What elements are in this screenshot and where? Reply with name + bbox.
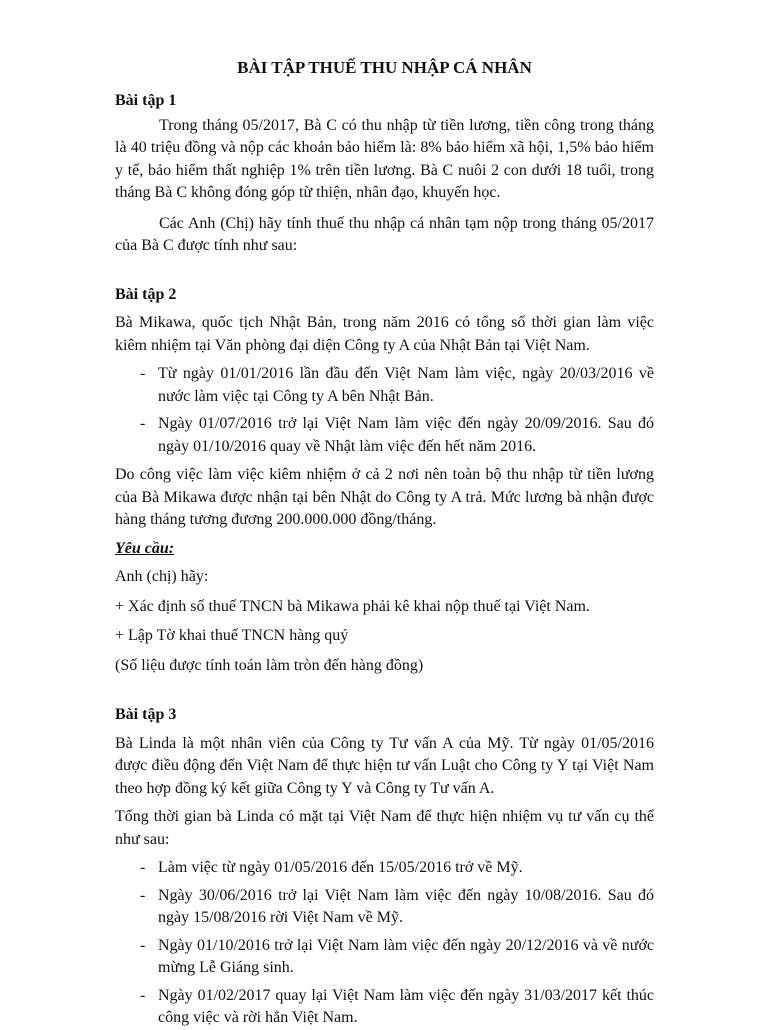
list-item [115, 413, 654, 458]
list-item-text: Ngày 01/02/2017 quay lại Việt Nam làm việc đến ngày 31/03/2017 kết thúc công việc và rời hẳn Việt Nam. [158, 986, 654, 1026]
exercise-1-paragraph-2: Các Anh (Chị) hãy tính thuế thu nhập cá nhân tạm nộp trong tháng 05/2017 của Bà C được tính như sau: [115, 214, 654, 254]
exercise-3-intro: Bà Linda là một nhân viên của Công ty Tư vấn A của Mỹ. Từ ngày 01/05/2016 được điều động đến Việt Nam để thực hiện tư vấn Luật cho Công ty Y tại Việt Nam theo hợp đồng ký kết giữa Công ty Y và Công ty Tư vấn A. [115, 734, 654, 797]
list-item-text: Từ ngày 01/01/2016 lần đầu đến Việt Nam làm việc, ngày 20/03/2016 về nước làm việc tại Công ty A bên Nhật Bản. [158, 365, 654, 405]
list-item-text: Ngày 30/06/2016 trở lại Việt Nam làm việc đến ngày 10/08/2016. Sau đó ngày 15/08/2016 rời Việt Nam về Mỹ. [158, 886, 654, 926]
exercise-1-heading: Bài tập 1 [115, 92, 177, 109]
exercise-2-salary-paragraph: Do công việc làm việc kiêm nhiệm ở cả 2 nơi nên toàn bộ thu nhập từ tiền lương của Bà Mikawa được nhận tại bên Nhật do Công ty A trả. Mức lương bà nhận được hàng tháng tương đương 200.000.000 đồng/tháng. [115, 466, 654, 528]
dash-bullet: - [140, 986, 146, 1004]
dash-bullet: - [140, 886, 146, 904]
dash-bullet: - [140, 859, 146, 876]
exercise-3-heading: Bài tập 3 [115, 706, 177, 723]
exercise-1-paragraph-1: Trong tháng 05/2017, Bà C có thu nhập từ tiền lương, tiền công trong tháng là 40 triệu đồng và nộp các khoản bảo hiểm là: 8% bảo hiểm xã hội, 1,5% bảo hiểm y tế, bảo hiểm thất nghiệp 1% trên tiền lương. Bà C nuôi 2 con dưới 18 tuổi, trong tháng Bà C không đóng góp từ thiện, nhân đạo, khuyến học. [115, 116, 654, 201]
exercise-3-paragraph-2: Tổng thời gian bà Linda có mặt tại Việt Nam để thực hiện nhiệm vụ tư vấn cụ thể như sau: [115, 808, 654, 848]
list-item-text: Ngày 01/07/2016 trở lại Việt Nam làm việc đến ngày 20/09/2016. Sau đó ngày 01/10/2016 quay về Nhật làm việc đến hết năm 2016. [158, 415, 654, 455]
exercise-3 [115, 704, 654, 1030]
exercise-3-list [115, 857, 654, 1030]
list-item [115, 857, 654, 880]
requirement-line: + Lập Tờ khai thuế TNCN hàng quý [115, 627, 349, 644]
dash-bullet: - [140, 936, 146, 954]
dash-bullet: - [140, 415, 146, 432]
list-item [115, 363, 654, 408]
list-item-text: Làm việc từ ngày 01/05/2016 đến 15/05/2016 trở về Mỹ. [158, 859, 523, 876]
exercise-2-list [115, 363, 654, 458]
exercise-1 [115, 90, 654, 258]
exercise-2-intro: Bà Mikawa, quốc tịch Nhật Bản, trong năm 2016 có tổng số thời gian làm việc kiêm nhiệm tại Văn phòng đại diện Công ty A của Nhật Bản tại Việt Nam. [115, 314, 654, 354]
list-item-text: Ngày 01/10/2016 trở lại Việt Nam làm việc đến ngày 20/12/2016 và về nước mừng Lễ Giáng sinh. [158, 936, 654, 976]
list-item [115, 885, 654, 930]
exercise-2 [115, 284, 654, 678]
list-item [115, 985, 654, 1030]
requirement-label: Yêu cầu: [115, 539, 175, 557]
requirement-line: Anh (chị) hãy: [115, 568, 209, 585]
exercise-2-heading: Bài tập 2 [115, 285, 177, 303]
dash-bullet: - [140, 365, 146, 382]
document-title: BÀI TẬP THUẾ THU NHẬP CÁ NHÂN [237, 58, 532, 77]
list-item [115, 935, 654, 980]
requirement-line: (Số liệu được tính toán làm tròn đến hàng đồng) [115, 656, 424, 674]
requirement-line: + Xác định số thuế TNCN bà Mikawa phải kê khai nộp thuế tại Việt Nam. [115, 597, 590, 615]
